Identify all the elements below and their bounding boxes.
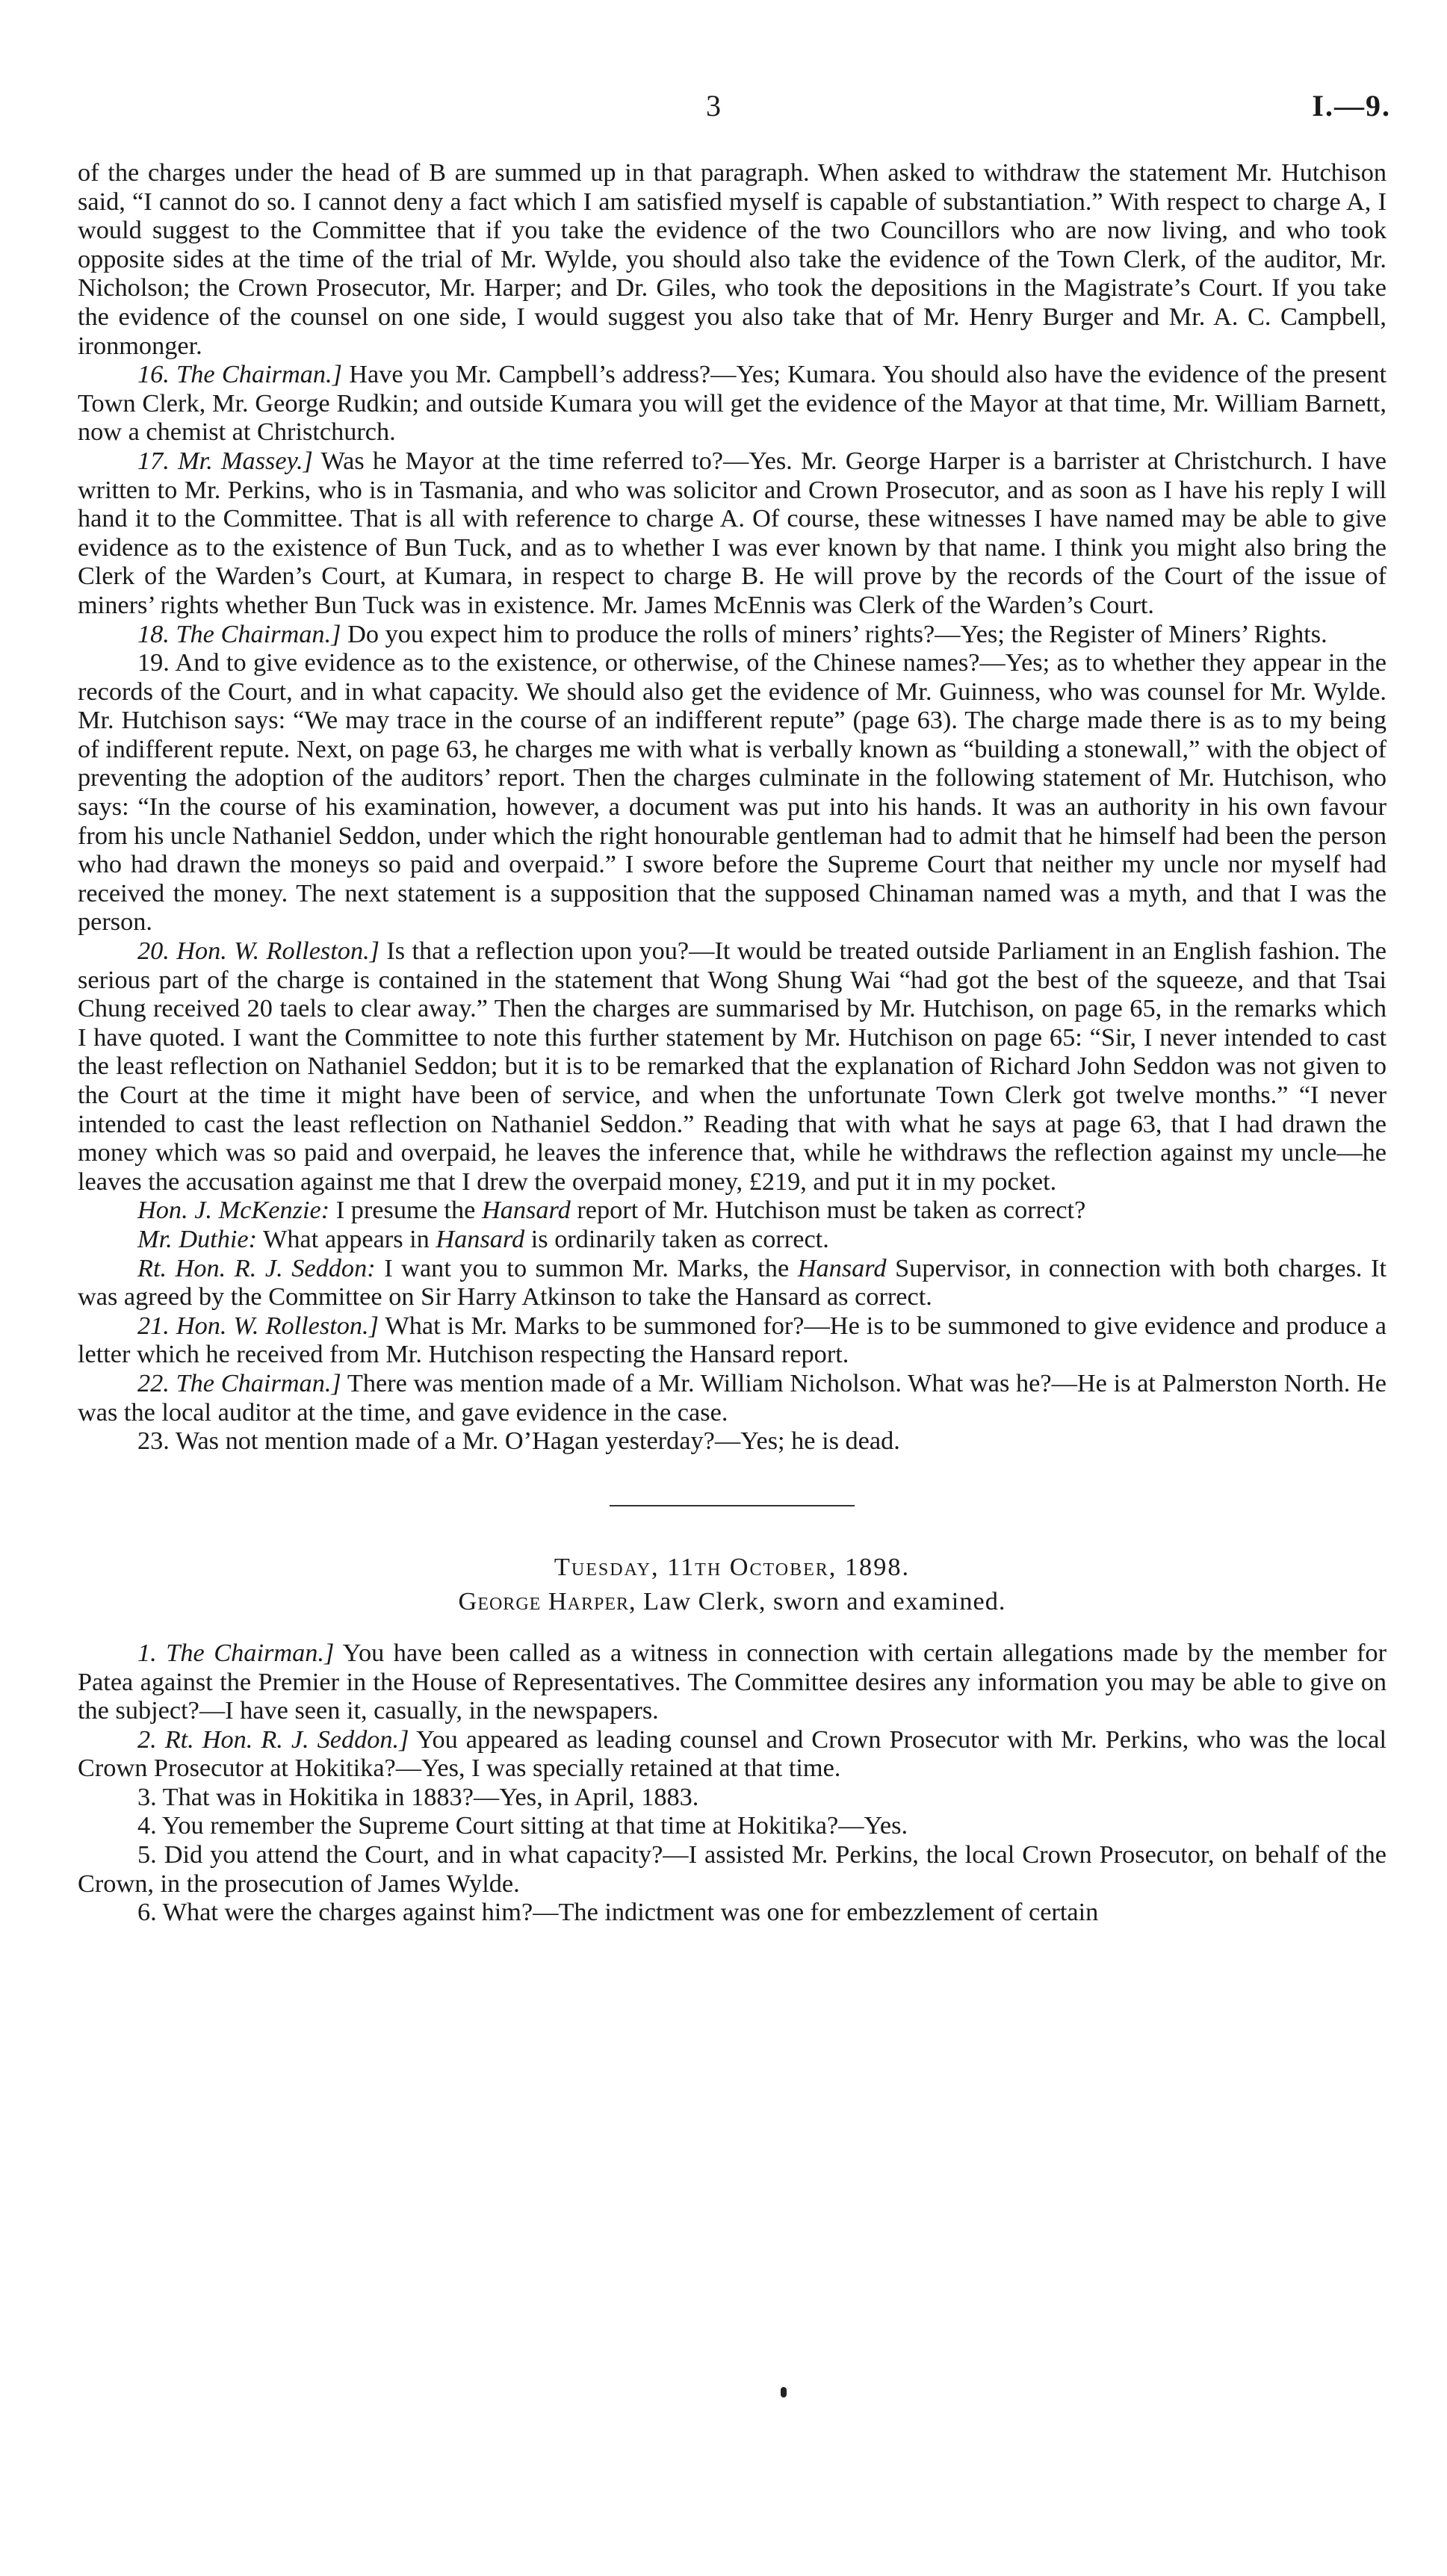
speaker-label: 21. Hon. W. Rolleston.] [137, 1311, 379, 1340]
ink-mark [781, 2387, 787, 2397]
paragraph [78, 1725, 1386, 1783]
paragraph-text: Have you Mr. Campbell’s address?—Yes; Kumara. You should also have the evidence of the present Town Clerk, Mr. George Rudkin; and outside Kumara you will get the evidence of the Mayor at that time, Mr. William Barnett, now a chemist at Christchurch. [78, 360, 1386, 447]
paragraph-text: There was mention made of a Mr. William Nicholson. What was he?—He is at Palmerston North. He was the local auditor at the time, and gave evidence in the case. [78, 1368, 1386, 1427]
speaker-label: 1. The Chairman.] [137, 1638, 335, 1667]
speaker-label: 16. The Chairman.] [137, 360, 342, 389]
paragraph [78, 1811, 1386, 1840]
paragraph [78, 1312, 1386, 1369]
paragraph-text: of the charges under the head of B are summed up in that paragraph. When asked to withdraw the statement Mr. Hutchison said, “I cannot do so. I cannot deny a fact which I am satisfied myself is capable of substantiation.” With respect to charge A, I would suggest to the Committee that if you take the evidence of the two Councillors who are now living, and who took opposite sides at the time of the trial of Mr. Wylde, you should also take the evidence of the Town Clerk, of the auditor, Mr. Nicholson; the Crown Prosecutor, Mr. Harper; and Dr. Giles, who took the depositions in the Magistrate’s Court. If you take the evidence of the counsel on one side, I would suggest you also take that of Mr. Henry Burger and Mr. A. C. Campbell, ironmonger. [78, 158, 1386, 360]
paragraph [78, 360, 1386, 447]
paragraph-text: 5. Did you attend the Court, and in what capacity?—I assisted Mr. Perkins, the local Crown Prosecutor, on behalf of the Crown, in the prosecution of James Wylde. [78, 1840, 1386, 1898]
paragraph [78, 1898, 1386, 1927]
paragraph [78, 937, 1386, 1196]
witness-name: George Harper, [458, 1587, 636, 1616]
paragraph [78, 158, 1386, 360]
section-divider [610, 1505, 855, 1506]
paragraph [78, 1840, 1386, 1898]
page-header [0, 88, 1447, 133]
section-date: Tuesday, 11th October, 1898. [554, 1552, 911, 1581]
hansard-ref: Hansard [797, 1253, 887, 1282]
page-number: 3 [706, 89, 721, 122]
statement-text: What appears in [257, 1224, 436, 1253]
statement-text: I want you to summon Mr. Marks, the [375, 1253, 798, 1282]
speaker-label: 22. The Chairman.] [137, 1368, 341, 1397]
witness-heading [78, 1587, 1386, 1616]
paragraph [78, 620, 1386, 649]
paragraph-text: What is Mr. Marks to be summoned for?—He is to be summoned to give evidence and produce a letter which he received from Mr. Hutchison respecting the Hansard report. [78, 1311, 1387, 1369]
hansard-ref: Hansard [481, 1196, 571, 1225]
speaker-label: 17. Mr. Massey.] [137, 446, 313, 475]
paragraph [78, 648, 1386, 937]
statement-text: I presume the [329, 1196, 482, 1225]
speaker-label: Rt. Hon. R. J. Seddon: [137, 1253, 376, 1282]
paragraph [78, 447, 1386, 620]
witness-description: Law Clerk, sworn and examined. [636, 1587, 1006, 1616]
statement-text: Supervisor, in connection with both charges. It was agreed by the Committee on Sir Harry Atkinson to take the Hansard as correct. [78, 1253, 1387, 1312]
speaker-label: 2. Rt. Hon. R. J. Seddon.] [137, 1725, 409, 1754]
paragraph-text: Is that a reflection upon you?—It would be treated outside Parliament in an English fashion. The serious part of the charge is contained in the statement that Wong Shung Wai “had got the best of the squeeze, and that Tsai Chung received 20 taels to clear away.” Then the charges are summarised by Mr. Hutchison, on page 65, in the remarks which I have quoted. I want the Committee to note this further statement by Mr. Hutchison on page 65: “Sir, I never intended to cast the least reflection on Nathaniel Seddon; but it is to be remarked that the explanation of Richard John Seddon was not given to the Court at the time it might have been of service, and when the unfortunate Town Clerk got twelve months.” “I never intended to cast the least reflection on Nathaniel Seddon.” Reading that with what he says at page 63, that I had drawn the money which was so paid and overpaid, he leaves the inference that, while he withdraws the reflection against my uncle—he leaves the accusation against me that I drew the overpaid money, £219, and put it in my pocket. [78, 937, 1386, 1196]
statement [78, 1254, 1386, 1312]
statement-text: is ordinarily taken as correct. [524, 1224, 829, 1253]
paragraph-text: 3. That was in Hokitika in 1883?—Yes, in April, 1883. [137, 1782, 699, 1811]
statement [78, 1225, 1386, 1254]
paragraph [78, 1639, 1386, 1725]
paragraph [78, 1369, 1386, 1427]
speaker-label: 20. Hon. W. Rolleston.] [137, 937, 380, 966]
speaker-label: Hon. J. McKenzie: [137, 1196, 330, 1225]
statement [78, 1196, 1386, 1225]
paragraph-text: Do you expect him to produce the rolls of miners’ rights?—Yes; the Register of Miners’ Rights. [341, 619, 1327, 648]
paragraph-text: You have been called as a witness in connection with certain allegations made by the member for Patea against the Premier in the House of Representatives. The Committee desires any information you may be able to give on the subject?—I have seen it, casually, in the newspapers. [78, 1638, 1386, 1725]
paragraph-text: 4. You remember the Supreme Court sitting at that time at Hokitika?—Yes. [137, 1811, 908, 1840]
speaker-label: 18. The Chairman.] [137, 619, 341, 648]
paragraph [78, 1783, 1386, 1812]
statement-text: report of Mr. Hutchison must be taken as correct? [570, 1196, 1086, 1225]
paragraph-text: You appeared as leading counsel and Crown Prosecutor with Mr. Perkins, who was the local Crown Prosecutor at Hokitika?—Yes, I was specially retained at that time. [78, 1725, 1386, 1783]
paragraph-text: 6. What were the charges against him?—The indictment was one for embezzlement of certain [137, 1898, 1099, 1927]
paragraph-text: Was he Mayor at the time referred to?—Yes. Mr. George Harper is a barrister at Christchurch. I have written to Mr. Perkins, who is in Tasmania, and who was solicitor and Crown Prosecutor, and as soon as I have his reply I will hand it to the Committee. That is all with reference to charge A. Of course, these witnesses I have named may be able to give evidence as to the existence of Bun Tuck, and as to whether I was ever known by that name. I think you might also bring the Clerk of the Warden’s Court, at Kumara, in respect to charge B. He will prove by the records of the Court of the issue of miners’ rights whether Bun Tuck was in existence. Mr. James McEnnis was Clerk of the Warden’s Court. [78, 446, 1386, 619]
paragraph-text: 23. Was not mention made of a Mr. O’Hagan yesterday?—Yes; he is dead. [137, 1427, 900, 1456]
document-reference: I.—9. [1312, 89, 1391, 122]
paragraph-text: 19. And to give evidence as to the existence, or otherwise, of the Chinese names?—Yes; as to whether they appear in the records of the Court, and in what capacity. We should also get the evidence of Mr. Guinness, who was counsel for Mr. Wylde. Mr. Hutchison says: “We may trace in the course of an indifferent repute” (page 63). The charge made there is as to my being of indifferent repute. Next, on page 63, he charges me with what is verbally known as “building a stonewall,” with the object of preventing the adoption of the auditors’ report. Then the charges culminate in the following statement of Mr. Hutchison, who says: “In the course of his examination, however, a document was put into his hands. It was an authority in his own favour from his uncle Nathaniel Seddon, under which the right honourable gentleman had to admit that he himself had been the person who had drawn the moneys so paid and overpaid.” I swore before the Supreme Court that neither my uncle nor myself had received the money. The next statement is a supposition that the supposed Chinaman named was a myth, and that I was the person. [78, 648, 1386, 937]
paragraph [78, 1427, 1386, 1456]
speaker-label: Mr. Duthie: [137, 1224, 258, 1253]
hansard-ref: Hansard [436, 1224, 525, 1253]
page-body [78, 158, 1386, 1927]
